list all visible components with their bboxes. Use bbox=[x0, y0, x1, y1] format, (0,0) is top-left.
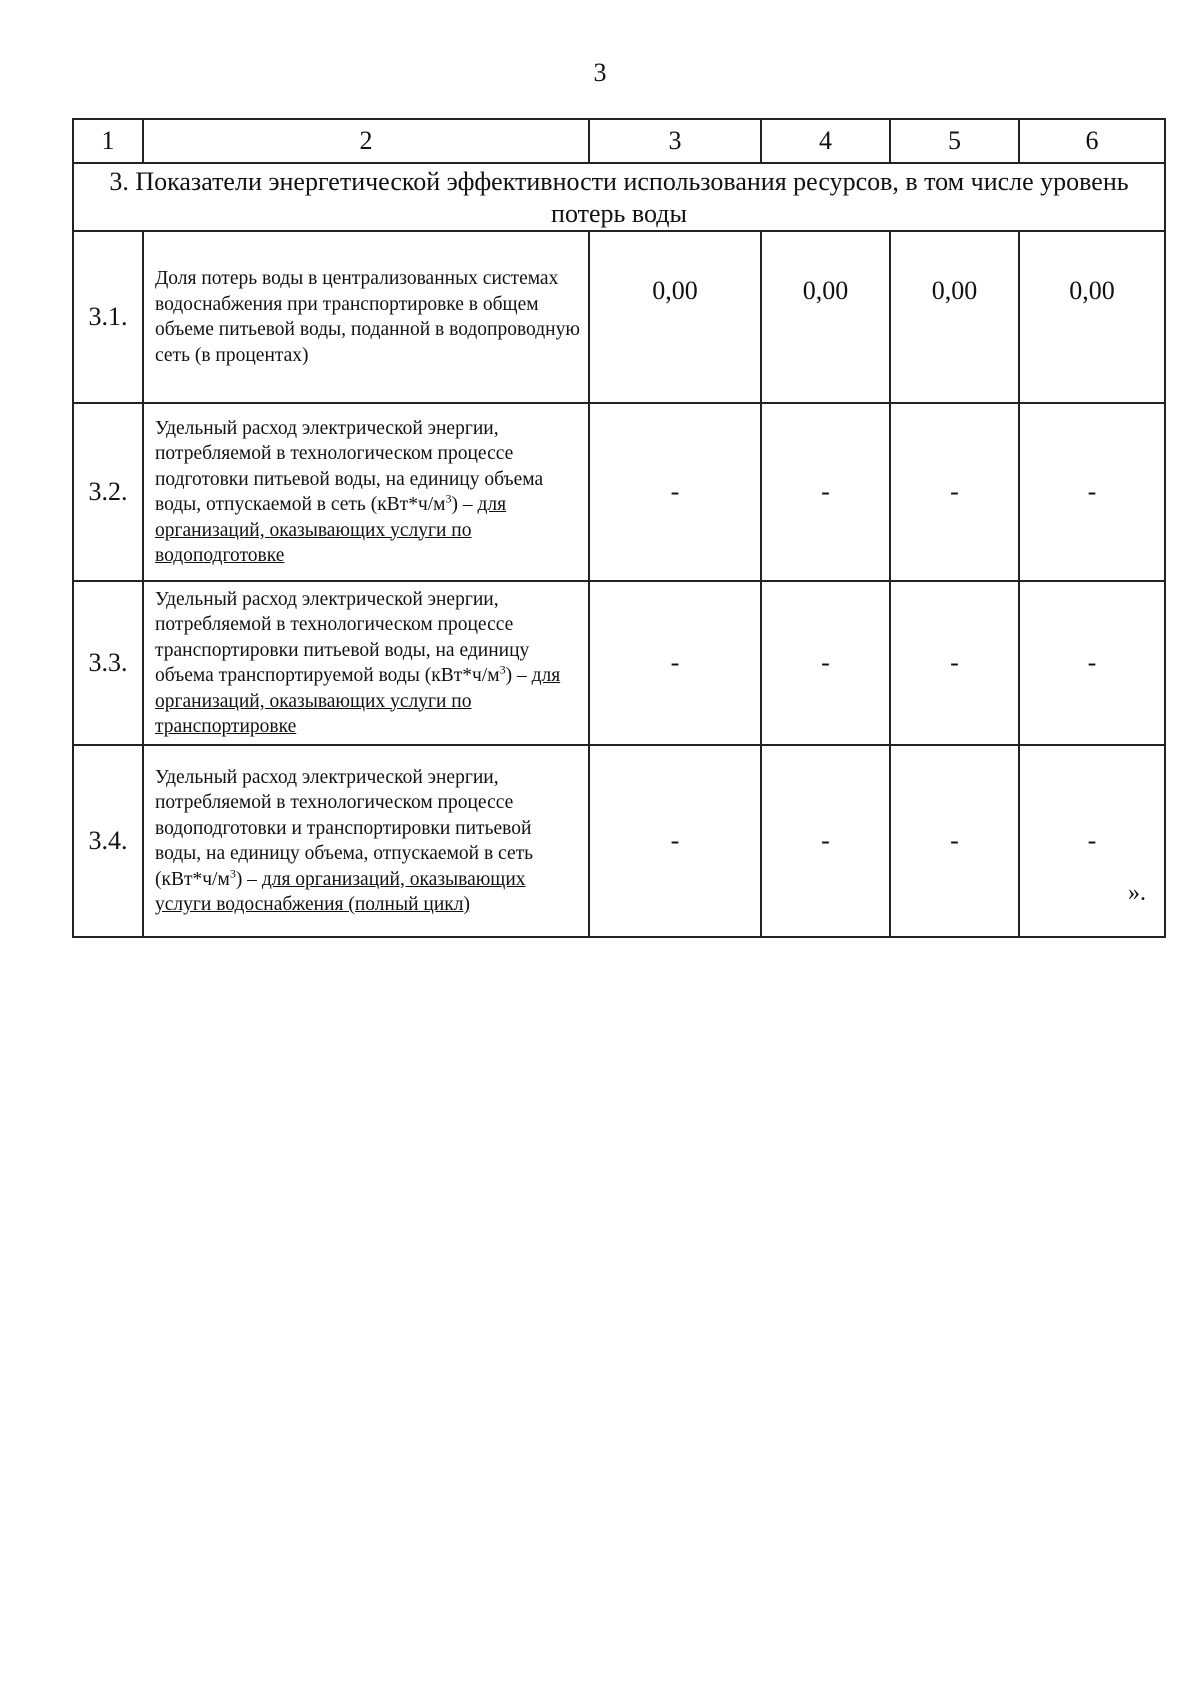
row-value: - bbox=[761, 581, 890, 745]
row-value: - bbox=[589, 581, 761, 745]
unit-superscript: 3 bbox=[499, 662, 506, 677]
row-number: 3.4. bbox=[73, 745, 143, 937]
row-value: - bbox=[890, 745, 1019, 937]
row-value: - bbox=[1019, 745, 1165, 937]
closing-quote: ». bbox=[1128, 880, 1146, 906]
row-text: Удельный расход электрической энергии, потребляемой в технологическом процессе транспортировки питьевой воды, на единицу объема транспортируемой воды (кВт*ч/м bbox=[155, 588, 530, 686]
unit-superscript: 3 bbox=[229, 866, 236, 880]
unit-close: ) – bbox=[505, 665, 532, 686]
row-description bbox=[143, 745, 589, 937]
row-value: 0,00 bbox=[589, 231, 761, 403]
row-value: - bbox=[761, 403, 890, 581]
page-number: 3 bbox=[593, 58, 607, 87]
row-description bbox=[143, 231, 589, 403]
row-text-underlined: для организаций, оказывающих услуги по водоподготовке bbox=[155, 494, 507, 566]
table-row bbox=[73, 581, 1165, 745]
column-number-row bbox=[73, 119, 1165, 163]
column-number: 5 bbox=[890, 119, 1019, 163]
row-text-underlined: для организаций, оказывающих услуги по транспортировке bbox=[155, 665, 561, 737]
row-number: 3.3. bbox=[73, 581, 143, 745]
row-text: Доля потерь воды в централизованных системах водоснабжения при транспортировке в общем объеме питьевой воды, поданной в водопроводную сеть (в процентах) bbox=[155, 268, 580, 366]
row-value: - bbox=[890, 581, 1019, 745]
row-number: 3.1. bbox=[73, 231, 143, 403]
row-value: - bbox=[1019, 581, 1165, 745]
row-text-underlined: для организаций, оказывающих услуги водоснабжения (полный цикл) bbox=[155, 868, 526, 915]
column-number: 2 bbox=[143, 119, 589, 163]
row-value: - bbox=[589, 745, 761, 937]
row-text: Удельный расход электрической энергии, потребляемой в технологическом процессе подготовки питьевой воды, на единицу объема воды, отпускаемой в сеть (кВт*ч/м bbox=[155, 417, 544, 515]
row-description bbox=[143, 403, 589, 581]
table-row bbox=[73, 231, 1165, 403]
unit-superscript: 3 bbox=[445, 491, 452, 506]
row-value: - bbox=[890, 403, 1019, 581]
unit-close: ) – bbox=[451, 494, 478, 515]
column-number: 4 bbox=[761, 119, 890, 163]
row-value: 0,00 bbox=[761, 231, 890, 403]
unit-close: ) – bbox=[235, 868, 262, 890]
column-number: 3 bbox=[589, 119, 761, 163]
table-row bbox=[73, 745, 1165, 937]
row-value: - bbox=[589, 403, 761, 581]
section-title: 3. Показатели энергетической эффективности использования ресурсов, в том числе уровень потерь воды bbox=[73, 163, 1165, 231]
table-row bbox=[73, 403, 1165, 581]
column-number: 1 bbox=[73, 119, 143, 163]
indicators-table bbox=[72, 118, 1166, 938]
column-number: 6 bbox=[1019, 119, 1165, 163]
row-value: - bbox=[761, 745, 890, 937]
row-number: 3.2. bbox=[73, 403, 143, 581]
row-text: Удельный расход электрической энергии, потребляемой в технологическом процессе водоподготовки и транспортировки питьевой воды, на единицу объема, отпускаемой в сеть (кВт*ч/м bbox=[155, 766, 534, 890]
row-description bbox=[143, 581, 589, 745]
row-value: 0,00 bbox=[1019, 231, 1165, 403]
section-title-row bbox=[73, 163, 1165, 231]
row-value: - bbox=[1019, 403, 1165, 581]
row-value: 0,00 bbox=[890, 231, 1019, 403]
